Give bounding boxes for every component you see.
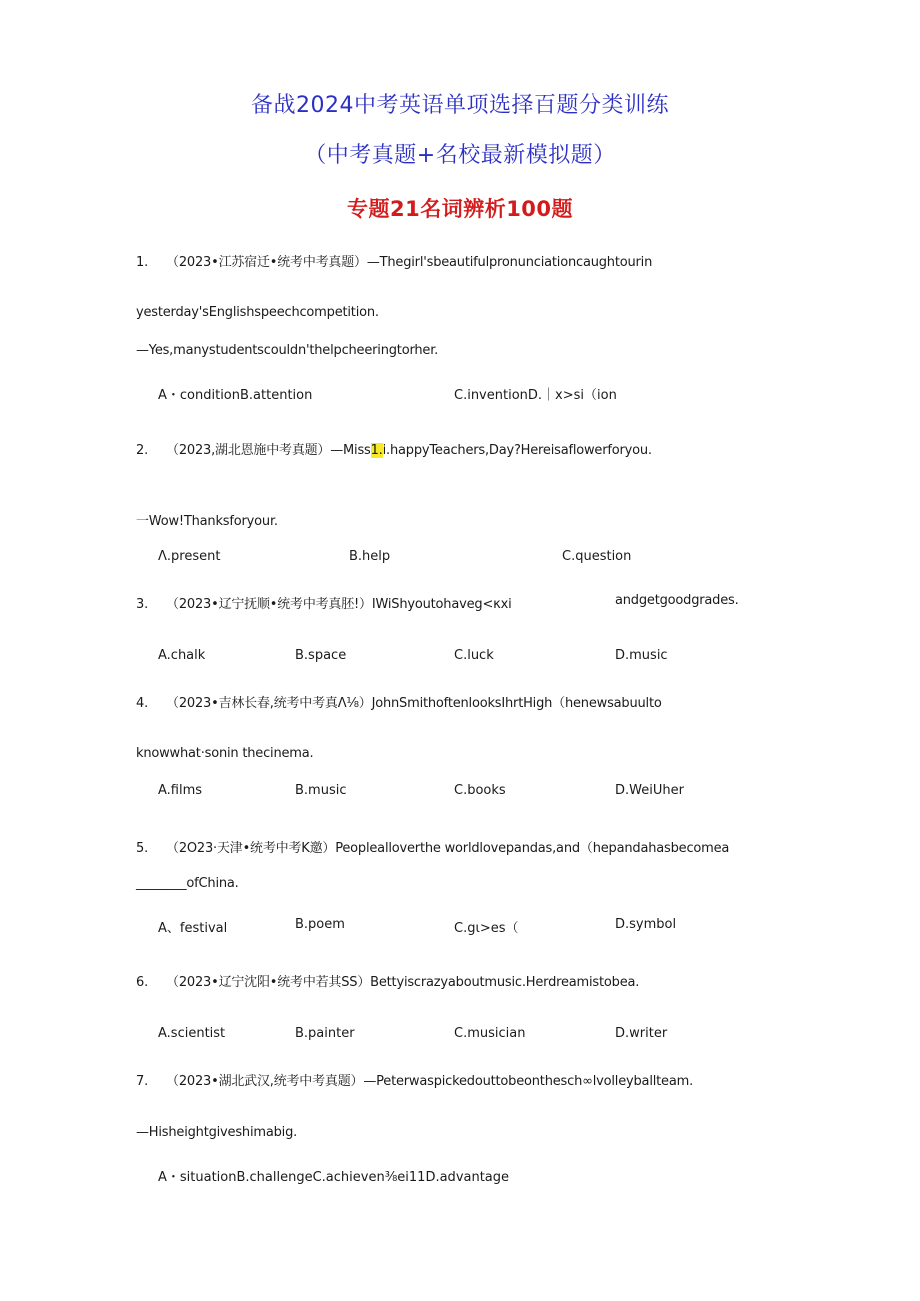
question-6-option: B.painter [295,1026,355,1041]
question-source: （2O23·天津•统考中考K邀） [166,841,336,856]
question-7-reply: —Hisheightgiveshimabig. [136,1125,298,1140]
question-text: —Thegirl'sbeautifulpronunciationcaughtourin [366,255,653,270]
question-text: Peoplealloverthe worldlovepandas,and（hepandahasbecomea [335,841,730,856]
question-4-option: D.WeiUher [615,783,684,798]
question-2-reply: 一Wow!Thanksforyour. [136,514,278,529]
question-1-option: C.inventionD.｜x>si（ion [454,388,617,403]
question-3-stem-tail: andgetgoodgrades. [615,593,739,608]
question-source: （2023•辽宁沈阳•统考中若其SS） [166,975,371,990]
question-7-stem [136,1070,693,1089]
question-6-option: C.musician [454,1026,526,1041]
title-line-3: 专题21名词辨析100题 [346,197,574,221]
question-source: （2023•湖北武汉,统考中考真题） [166,1074,364,1089]
question-5-stem [136,837,729,856]
question-5-option: C.gι>es（ [454,921,519,936]
question-4-option: C.books [454,783,506,798]
question-6-stem [136,971,639,990]
question-5-option: B.poem [295,917,345,932]
question-2-option: B.help [349,549,391,564]
question-2-option: C.question [562,549,632,564]
question-5-stem-cont: ________ofChina. [136,876,239,891]
question-1-reply: —Yes,manystudentscouldn'thelpcheeringtorher. [136,343,439,358]
question-2-stem [136,439,652,458]
question-text: Bettyiscrazyaboutmusic.Herdreamistobea. [370,975,640,990]
question-number: 1. [136,255,149,270]
question-source: （2023•吉林长春,统考中考真Λ⅛） [166,696,372,711]
question-4-stem-cont: knowwhat·sonin thecinema. [136,746,314,761]
question-1-stem-cont: yesterday'sEnglishspeechcompetition. [136,305,379,320]
title-line-1: 备战2024中考英语单项选择百题分类训练 [251,93,669,118]
question-number: 4. [136,696,149,711]
question-text: —Miss [330,443,371,458]
title-line-2: （中考真题+名校最新模拟题） [304,143,616,168]
question-4-stem [136,692,662,711]
question-text: IWiShyoutohaveg<κxi [371,597,512,612]
question-4-option: B.music [295,783,347,798]
question-3-option: C.luck [454,648,494,663]
question-4-option: A.films [158,783,203,798]
question-3-stem [136,593,512,612]
question-6-option: D.writer [615,1026,668,1041]
question-number: 6. [136,975,149,990]
question-7-option: A・situationB.challengeC.achieven⅜ei11D.advantage [158,1170,510,1185]
highlighted-text: 1. [370,443,383,458]
question-number: 2. [136,443,149,458]
question-5-option: D.symbol [615,917,677,932]
question-text: —Peterwaspickedouttobeonthesch∞lvolleyballteam. [363,1074,694,1089]
question-number: 7. [136,1074,149,1089]
question-6-option: A.scientist [158,1026,226,1041]
question-2-option: Λ.present [158,549,221,564]
question-3-option: A.chalk [158,648,206,663]
question-source: （2023•江苏宿迁•统考中考真题） [166,255,367,270]
question-3-option: D.music [615,648,668,663]
question-source: （2023,湖北恩施中考真题） [166,443,331,458]
question-source: （2023•辽宁抚顺•统考中考真胚!） [166,597,372,612]
question-text: i.happyTeachers,Day?Hereisaflowerforyou. [382,443,652,458]
question-3-option: B.space [295,648,347,663]
question-text: JohnSmithoftenlooksIhrtHigh（henewsabuulto [371,696,662,711]
question-5-option: A、festival [158,921,228,936]
question-1-option: A・conditionB.attention [158,388,313,403]
question-number: 5. [136,841,149,856]
question-1-stem [136,251,652,270]
question-number: 3. [136,597,149,612]
